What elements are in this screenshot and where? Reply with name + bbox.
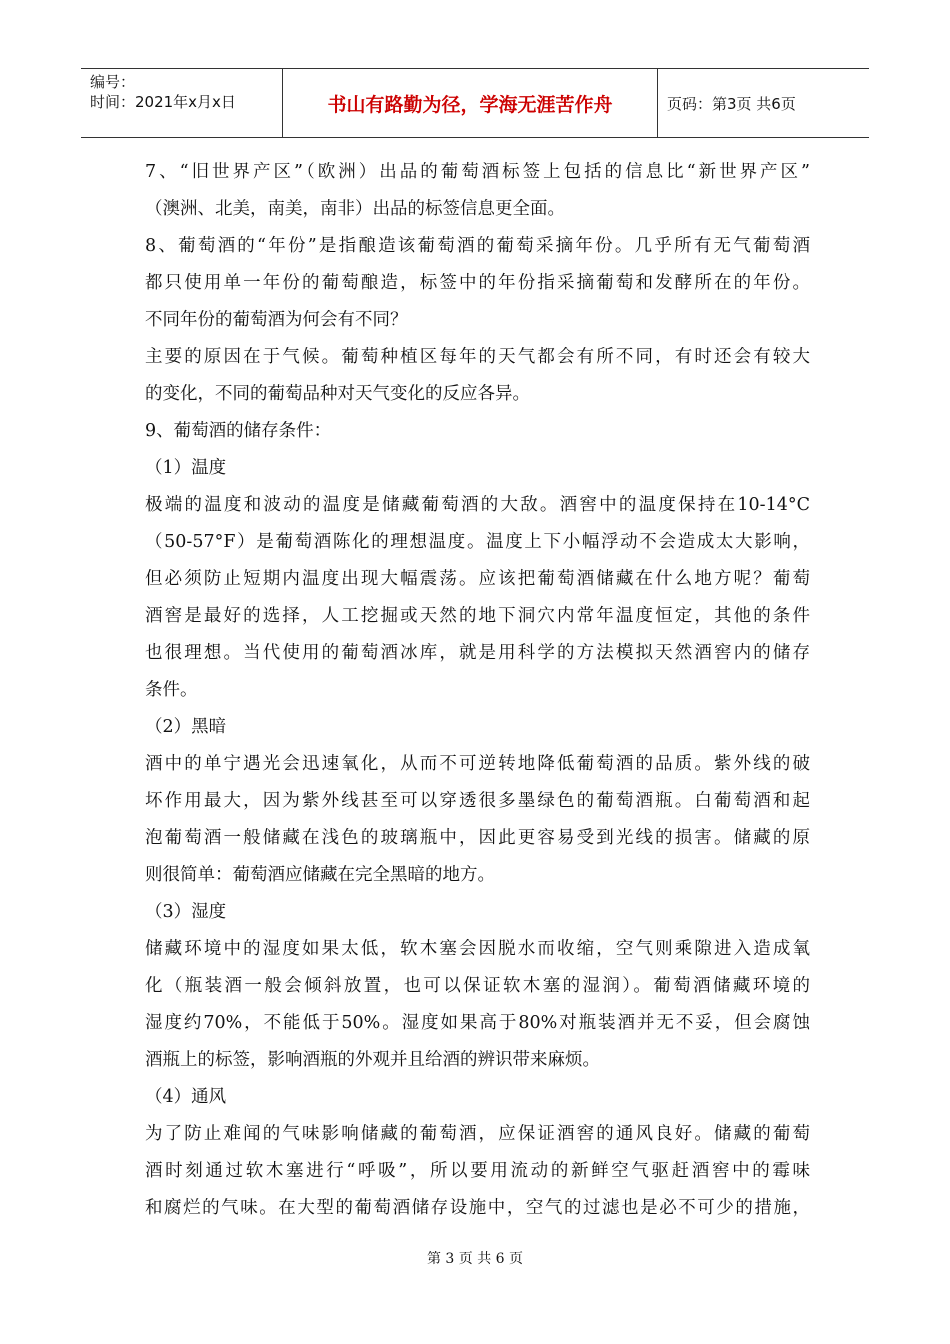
body-line: 化（瓶装酒一般会倾斜放置，也可以保证软木塞的湿润）。葡萄酒储藏环境的 [145,976,810,996]
body-line: 的变化，不同的葡萄品种对天气变化的反应各异。 [145,384,530,404]
body-line: 储藏环境中的湿度如果太低，软木塞会因脱水而收缩，空气则乘隙进入造成氧 [145,939,810,959]
header-meta [81,69,282,137]
body-line: 8、葡萄酒的“年份”是指酿造该葡萄酒的葡萄采摘年份。几乎所有无气葡萄酒 [145,236,810,256]
page-header [81,68,869,138]
body-line: 和腐烂的气味。在大型的葡萄酒储存设施中，空气的过滤也是必不可少的措施， [145,1198,810,1218]
body-line: 7、“旧世界产区”（欧洲）出品的葡萄酒标签上包括的信息比“新世界产区” [145,162,810,182]
body-line: 酒时刻通过软木塞进行“呼吸”，所以要用流动的新鲜空气驱赶酒窖中的霉味 [145,1161,810,1181]
body-line: 为了防止难闻的气味影响储藏的葡萄酒，应保证酒窖的通风良好。储藏的葡萄 [145,1124,810,1144]
body-line: 酒瓶上的标签，影响酒瓶的外观并且给酒的辨识带来麻烦。 [145,1050,600,1070]
body-line: 但必须防止短期内温度出现大幅震荡。应该把葡萄酒储藏在什么地方呢？葡萄 [145,569,810,589]
body-line: 泡葡萄酒一般储藏在浅色的玻璃瓶中，因此更容易受到光线的损害。储藏的原 [145,828,810,848]
body-line: 酒中的单宁遇光会迅速氧化，从而不可逆转地降低葡萄酒的品质。紫外线的破 [145,754,810,774]
section-heading: （4）通风 [145,1087,227,1107]
section-heading: （3）湿度 [145,902,227,922]
body-line: 9、葡萄酒的储存条件： [145,421,332,441]
page-footer: 第 3 页 共 6 页 [426,1251,524,1267]
document-number-label: 编号： [90,73,136,91]
body-line: 主要的原因在于气候。葡萄种植区每年的天气都会有所不同，有时还会有较大 [145,347,810,367]
document-date-label: 时间：2021年x月x日 [90,93,236,111]
body-line: 极端的温度和波动的温度是储藏葡萄酒的大敌。酒窖中的温度保持在10-14°C [145,495,810,515]
body-line: 条件。 [145,680,198,700]
header-page-code: 页码：第3页 共6页 [667,94,796,113]
section-heading: （2）黑暗 [145,717,227,737]
section-heading: （1）温度 [145,458,227,478]
body-line: 则很简单：葡萄酒应储藏在完全黑暗的地方。 [145,865,495,885]
header-motto: 书山有路勤为径，学海无涯苦作舟 [282,69,658,137]
body-line: 坏作用最大，因为紫外线甚至可以穿透很多墨绿色的葡萄酒瓶。白葡萄酒和起 [145,791,810,811]
document-body [145,154,810,1227]
body-line: 酒窖是最好的选择，人工挖掘或天然的地下洞穴内常年温度恒定，其他的条件 [145,606,810,626]
body-line: 也很理想。当代使用的葡萄酒冰库，就是用科学的方法模拟天然酒窖内的储存 [145,643,810,663]
body-line: （澳洲、北美，南美，南非）出品的标签信息更全面。 [145,199,565,219]
body-line: 湿度约70%，不能低于50%。湿度如果高于80%对瓶装酒并无不妥，但会腐蚀 [145,1013,810,1033]
body-line: 不同年份的葡萄酒为何会有不同？ [145,310,408,330]
body-line: （50-57°F）是葡萄酒陈化的理想温度。温度上下小幅浮动不会造成太大影响， [145,532,810,552]
body-line: 都只使用单一年份的葡萄酿造，标签中的年份指采摘葡萄和发酵所在的年份。 [145,273,810,293]
